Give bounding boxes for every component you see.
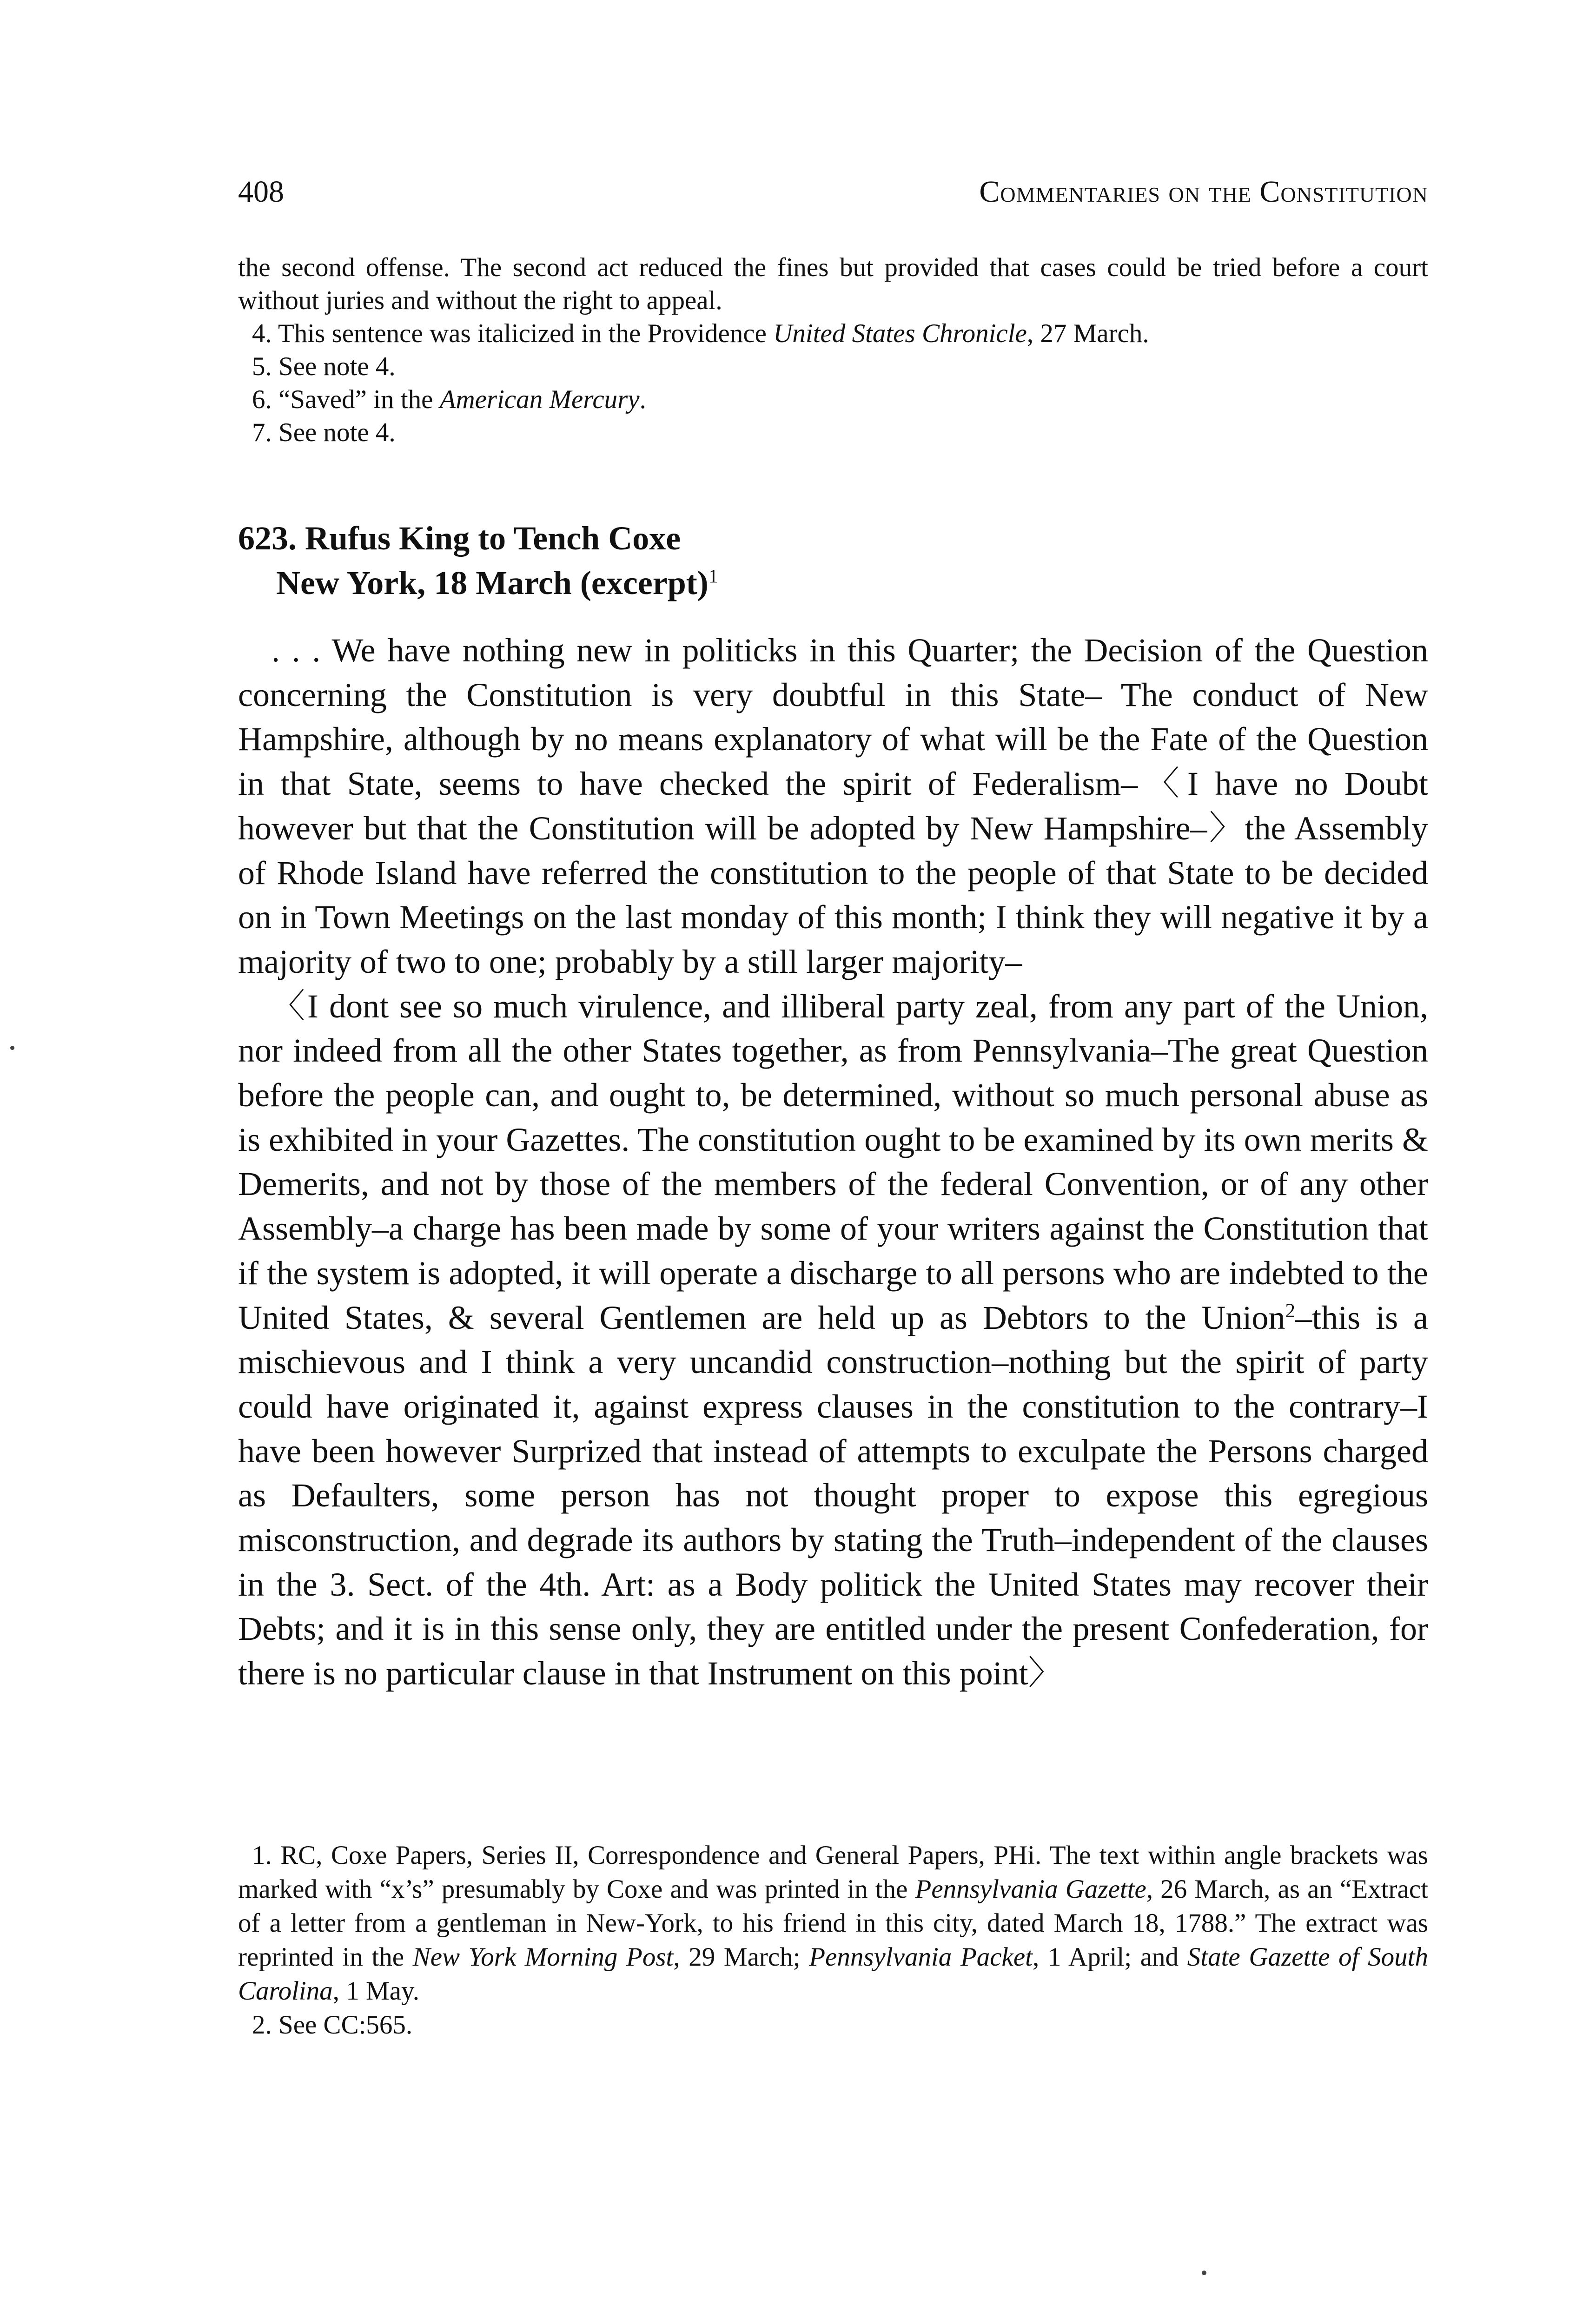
- footnote-1: [238, 1838, 1428, 2008]
- footnote-1-newspaper: State Gazette of South Carolina: [238, 1942, 1428, 2006]
- note-7: 7. See note 4.: [252, 418, 396, 447]
- note-continuation: the second offense. The second act reduced the fines but provided that cases could be tried before a court without juries and without the right to appeal.: [238, 253, 1428, 315]
- note-4-newspaper: United States Chronicle: [773, 319, 1027, 348]
- note-4-text: 4. This sentence was italicized in the Providence: [252, 319, 774, 348]
- footnote-1-text: , 26 March, as an “Extract of a letter from a gentleman in New-York, to his friend in this city, dated March 18, 1788.” The extract was reprinted in the: [238, 1875, 1428, 1972]
- footnotes: [238, 1838, 1428, 2042]
- letter-paragraph-1: . . . We have nothing new in politicks in this Quarter; the Decision of the Question concerning the Constitution is very doubtful in this State– The conduct of New Hampshire, although by no means explanatory of what will be the Fate of the Question in that State, seems to have checked the spirit of Federalism–〈I have no Doubt however but that the Constitution will be adopted by New Hampshire–〉the Assembly of Rhode Island have referred the constitution to the people of that State to be decided on in Town Meetings on the last monday of this month; I think they will negative it by a majority of two to one; probably by a still larger majority–: [238, 632, 1428, 980]
- footnote-1-newspaper: Pennsylvania Gazette: [915, 1875, 1146, 1904]
- footnote-1-newspaper: New York Morning Post: [412, 1942, 674, 1972]
- document-dateline: [238, 561, 1428, 605]
- letter-text: [238, 628, 1428, 1696]
- scan-speck: [10, 1046, 14, 1050]
- footnote-1-text: , 29 March;: [673, 1942, 809, 1972]
- scan-speck: [1202, 2271, 1206, 2275]
- footnote-1-text: , 1 May.: [332, 1976, 420, 2006]
- continued-notes: [238, 251, 1428, 449]
- note-5: 5. See note 4.: [252, 352, 396, 381]
- document-title: 623. Rufus King to Tench Coxe: [238, 520, 681, 557]
- running-title: Commentaries on the Constitution: [979, 175, 1428, 209]
- footnote-ref-2: 2: [1285, 1300, 1296, 1322]
- paragraph-2-text-a: 〈I dont see so much virulence, and illiberal party zeal, from any part of the Union, nor indeed from all the other States together, as from Pennsylvania–The great Question before the people can, and ought to, be determined, without so much personal abuse as is exhibited in your Gazettes. The constitution ought to be examined by its own merits & Demerits, and not by those of the members of the federal Convention, or of any other Assembly–a charge has been made by some of your writers against the Constitution that if the system is adopted, it will operate a discharge to all persons who are indebted to the United States, & several Gentlemen are held up as Debtors to the Union: [238, 987, 1428, 1336]
- note-6-end: .: [639, 385, 646, 414]
- footnote-1-text: 1. RC, Coxe Papers, Series II, Correspondence and General Papers, PHi. The text within angle brackets was marked with “x’s” presumably by Coxe and was printed in the: [238, 1841, 1428, 1904]
- note-6-text: 6. “Saved” in the: [252, 385, 440, 414]
- running-head: [238, 171, 1428, 213]
- paragraph-2-text-b: –this is a mischievous and I think a very uncandid construction–nothing but the spirit of party could have originated it, against express clauses in the constitution to the contrary–I have been however Surprized that instead of attempts to exculpate the Persons charged as Defaulters, some person has not thought proper to expose this egregious misconstruction, and degrade its authors by stating the Truth–independent of the clauses in the 3. Sect. of the 4th. Art: as a Body politick the United States may recover their Debts; and it is in this sense only, they are entitled under the present Confederation, for there is no particular clause in that Instrument on this point〉: [238, 1299, 1428, 1692]
- note-4: [238, 317, 1428, 350]
- footnote-2: 2. See CC:565.: [252, 2010, 413, 2040]
- footnote-1-newspaper: Pennsylvania Packet: [809, 1942, 1033, 1972]
- document-heading: [238, 516, 1428, 605]
- footnote-ref-1: 1: [708, 566, 718, 587]
- footnote-1-text: , 1 April; and: [1033, 1942, 1187, 1972]
- dateline-text: New York, 18 March (excerpt): [276, 564, 709, 601]
- note-6-newspaper: American Mercury: [439, 385, 640, 414]
- letter-paragraph-2: [238, 984, 1428, 1696]
- note-6: [238, 383, 1428, 416]
- note-4-date: , 27 March.: [1026, 319, 1149, 348]
- page-number: 408: [238, 175, 284, 209]
